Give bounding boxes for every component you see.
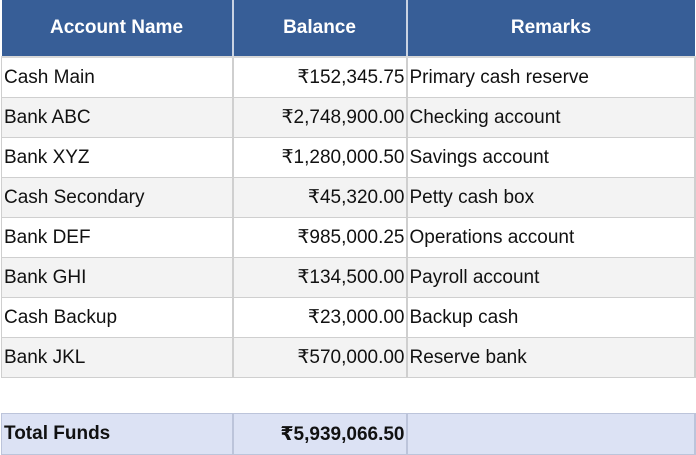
- remarks-cell: Reserve bank: [407, 338, 695, 378]
- table-row: [2, 178, 695, 218]
- balance-cell: ₹2,748,900.00: [233, 98, 407, 138]
- remarks-cell: Checking account: [407, 98, 695, 138]
- table-row: [2, 98, 695, 138]
- header-row: [2, 0, 695, 57]
- header-remarks: Remarks: [407, 0, 695, 57]
- account-name-cell: Cash Main: [2, 57, 233, 98]
- account-name-cell: Bank JKL: [2, 338, 233, 378]
- balance-cell: ₹152,345.75: [233, 57, 407, 98]
- balance-cell: ₹1,280,000.50: [233, 138, 407, 178]
- remarks-cell: Operations account: [407, 218, 695, 258]
- account-name-cell: Bank XYZ: [2, 138, 233, 178]
- account-name-cell: Cash Secondary: [2, 178, 233, 218]
- table-row: [2, 258, 695, 298]
- table-row: [2, 298, 695, 338]
- remarks-cell: Backup cash: [407, 298, 695, 338]
- account-name-cell: Bank ABC: [2, 98, 233, 138]
- remarks-cell: Primary cash reserve: [407, 57, 695, 98]
- remarks-cell: Payroll account: [407, 258, 695, 298]
- table-row: [2, 338, 695, 378]
- account-name-cell: Bank GHI: [2, 258, 233, 298]
- account-name-cell: Cash Backup: [2, 298, 233, 338]
- balance-cell: ₹134,500.00: [233, 258, 407, 298]
- remarks-cell: Petty cash box: [407, 178, 695, 218]
- remarks-cell: Savings account: [407, 138, 695, 178]
- balance-cell: ₹570,000.00: [233, 338, 407, 378]
- balance-cell: ₹985,000.25: [233, 218, 407, 258]
- total-row: [2, 414, 695, 455]
- accounts-table: [1, 0, 696, 378]
- table-row: [2, 218, 695, 258]
- balance-cell: ₹45,320.00: [233, 178, 407, 218]
- header-balance: Balance: [233, 0, 407, 57]
- header-account-name: Account Name: [2, 0, 233, 57]
- total-value: ₹5,939,066.50: [233, 414, 407, 455]
- total-label: Total Funds: [2, 414, 233, 455]
- account-name-cell: Bank DEF: [2, 218, 233, 258]
- table-row: [2, 138, 695, 178]
- balance-cell: ₹23,000.00: [233, 298, 407, 338]
- total-table: [1, 413, 696, 455]
- table-row: [2, 57, 695, 98]
- total-remarks: [407, 414, 695, 455]
